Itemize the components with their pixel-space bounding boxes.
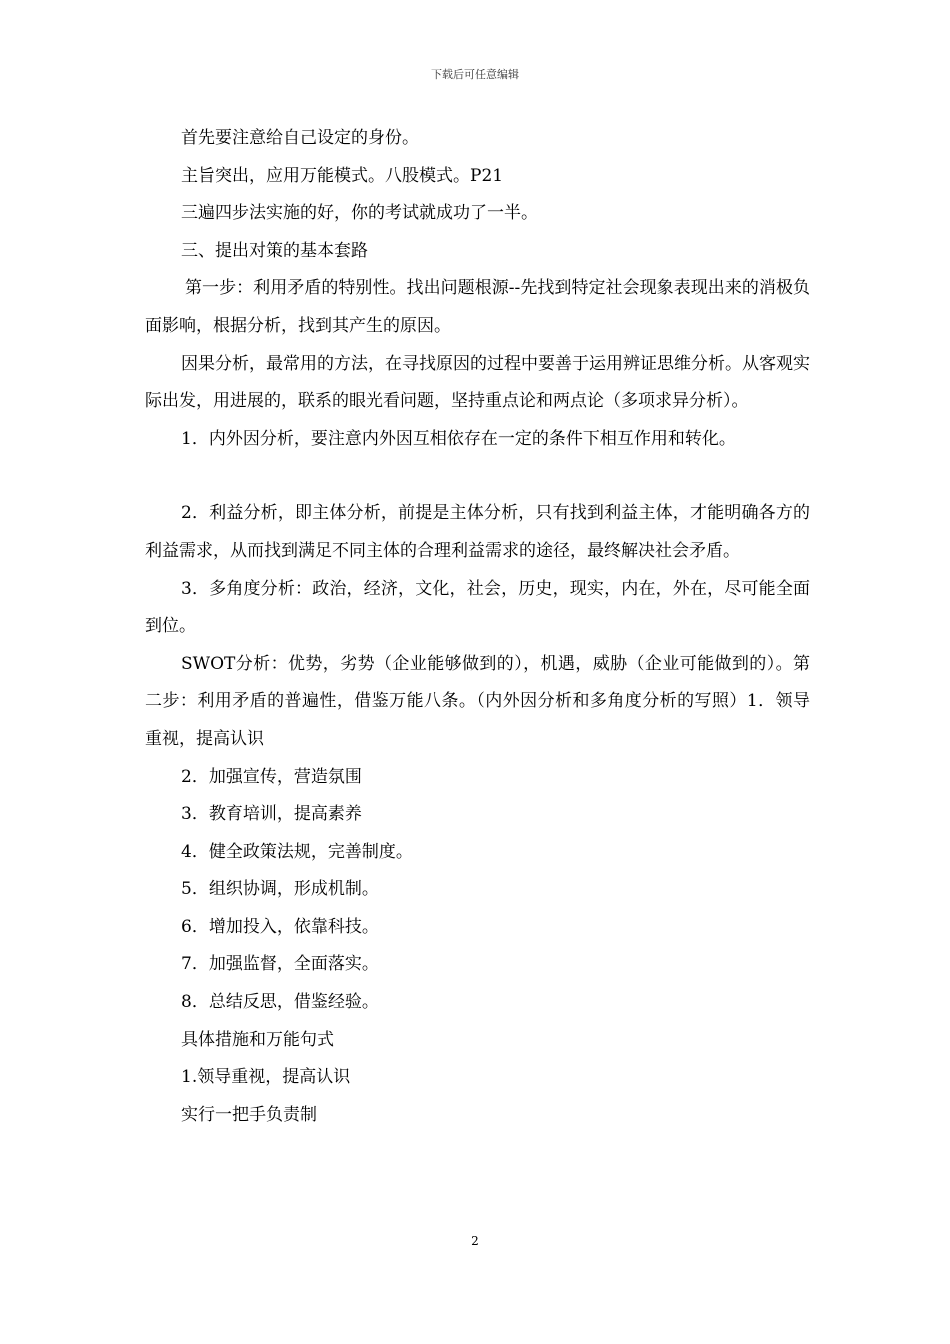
list-item: 8．总结反思，借鉴经验。: [181, 992, 379, 1013]
page-header: 下载后可任意编辑: [431, 68, 519, 81]
paragraph: 3．多角度分析：政治，经济，文化，社会，历史，现实，内在，外在，尽可能全面到位。: [145, 578, 810, 637]
paragraph: 具体措施和万能句式: [181, 1029, 334, 1050]
paragraph: 主旨突出，应用万能模式。八股模式。P21: [181, 165, 504, 186]
list-item: 2．加强宣传，营造氛围: [181, 766, 362, 787]
section-heading: 三、提出对策的基本套路: [181, 240, 368, 261]
paragraph: 因果分析，最常用的方法，在寻找原因的过程中要善于运用辨证思维分析。从客观实际出发，用进展的，联系的眼光看问题，坚持重点论和两点论（多项求异分析）。: [145, 353, 810, 412]
list-item: 3．教育培训，提高素养: [181, 804, 362, 825]
paragraph: 第一步：利用矛盾的特别性。找出问题根源--先找到特定社会现象表现出来的消极负面影响，根据分析，找到其产生的原因。: [145, 278, 810, 336]
paragraph: 三遍四步法实施的好，你的考试就成功了一半。: [181, 203, 538, 224]
paragraph: 2．利益分析，即主体分析，前提是主体分析，只有找到利益主体，才能明确各方的利益需求，从而找到满足不同主体的合理利益需求的途径，最终解决社会矛盾。: [145, 503, 810, 561]
document-body: [145, 120, 810, 1134]
blank-line: [145, 458, 810, 495]
list-item: 5．组织协调，形成机制。: [181, 879, 379, 900]
paragraph: 首先要注意给自己设定的身份。: [181, 128, 419, 148]
paragraph: 1．内外因分析，要注意内外因互相依存在一定的条件下相互作用和转化。: [181, 428, 736, 449]
paragraph: SWOT分析：优势，劣势（企业能够做到的），机遇，威胁（企业可能做到的）。第二步：利用矛盾的普遍性，借鉴万能八条。（内外因分析和多角度分析的写照）1．领导重视，提高认识: [145, 653, 810, 749]
paragraph: 实行一把手负责制: [181, 1104, 317, 1125]
list-item: 4．健全政策法规，完善制度。: [181, 841, 413, 862]
list-item: 7．加强监督，全面落实。: [181, 954, 379, 975]
paragraph: 1.领导重视，提高认识: [181, 1067, 351, 1088]
list-item: 6．增加投入，依靠科技。: [181, 916, 379, 937]
page-number: 2: [471, 1234, 479, 1248]
